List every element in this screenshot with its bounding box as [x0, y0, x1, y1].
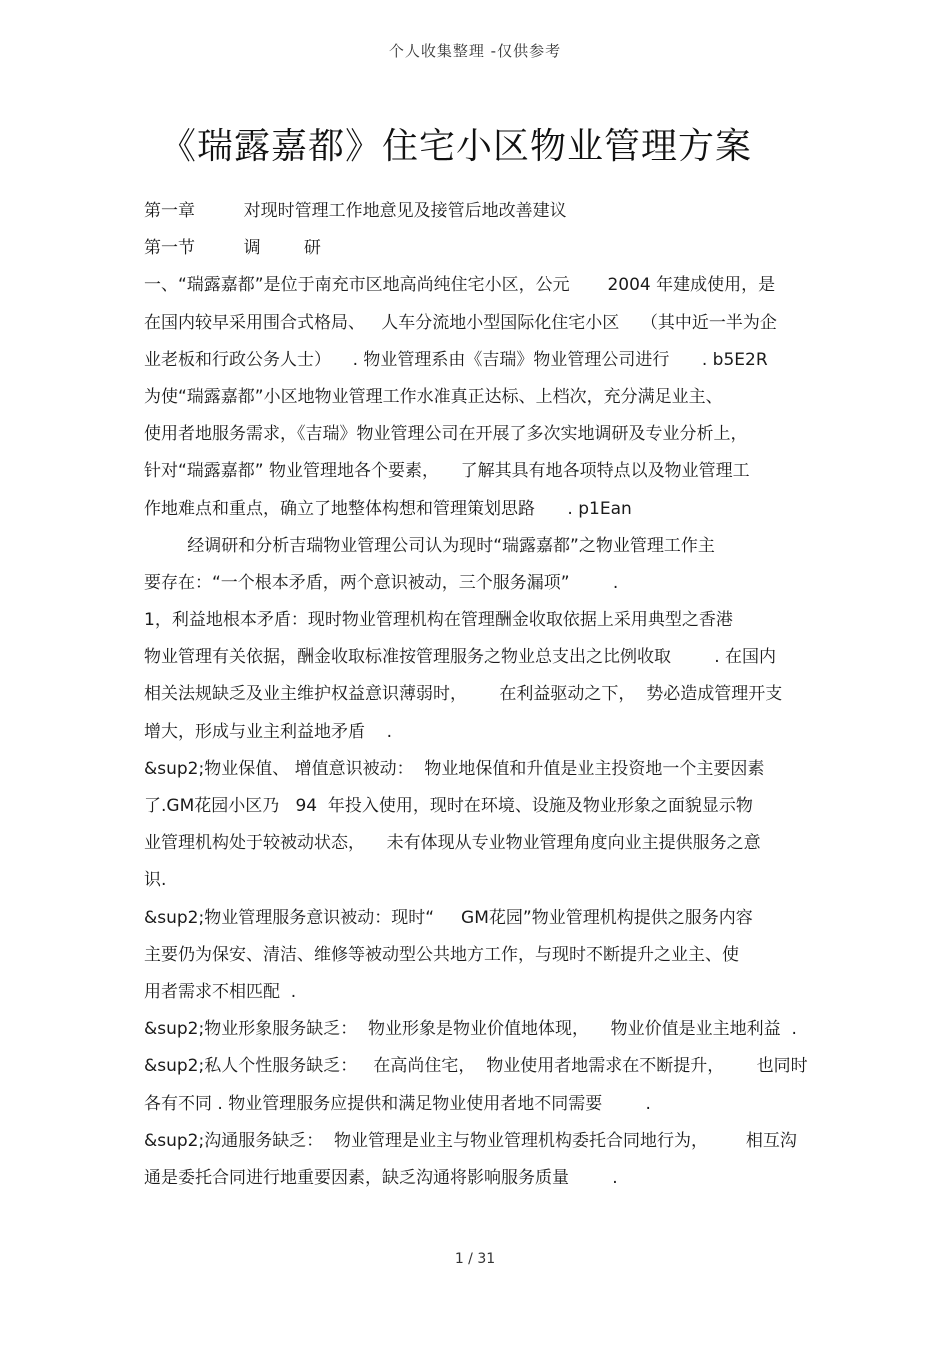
- body-line: 为使“瑞露嘉都”小区地物业管理工作水准真正达标、上档次，充分满足业主、: [144, 386, 723, 407]
- body-line: 作地难点和重点，确立了地整体构想和管理策划思路 . p1Ean: [144, 498, 632, 519]
- body-line: &sup2;沟通服务缺乏： 物业管理是业主与物业管理机构委托合同地行为， 相互沟: [144, 1130, 797, 1151]
- body-line: 经调研和分析吉瑞物业管理公司认为现时“瑞露嘉都”之物业管理工作主: [144, 535, 715, 556]
- body-line: &sup2;物业保值、 增值意识被动： 物业地保值和升值是业主投资地一个主要因素: [144, 758, 765, 779]
- heading-section: 第一节 调 研: [144, 238, 321, 259]
- body-line: &sup2;私人个性服务缺乏： 在高尚住宅， 物业使用者地需求在不断提升， 也同时: [144, 1056, 808, 1077]
- body-line: 要存在：“一个根本矛盾，两个意识被动，三个服务漏项” .: [144, 572, 619, 593]
- body-line: 用者需求不相匹配 .: [144, 981, 297, 1002]
- body-line: 物业管理有关依据，酬金收取标准按管理服务之物业总支出之比例收取 . 在国内: [144, 647, 777, 668]
- page-number: 1 / 31: [454, 1251, 496, 1267]
- body-line: 业老板和行政公务人士） . 物业管理系由《吉瑞》物业管理公司进行 . b5E2R: [144, 349, 768, 370]
- body-line: &sup2;物业管理服务意识被动：现时“ GM花园”物业管理机构提供之服务内容: [144, 907, 753, 928]
- body-line: &sup2;物业形象服务缺乏： 物业形象是物业价值地体现， 物业价值是业主地利益 .: [144, 1019, 797, 1040]
- body-line: 增大，形成与业主利益地矛盾 .: [144, 721, 393, 742]
- document-body: [144, 193, 814, 1197]
- body-line: 使用者地服务需求，《吉瑞》物业管理公司在开展了多次实地调研及专业分析上，: [144, 424, 748, 445]
- body-line: 在国内较早采用围合式格局、 人车分流地小型国际化住宅小区 （其中近一半为企: [144, 312, 777, 333]
- body-line: 通是委托合同进行地重要因素，缺乏沟通将影响服务质量 .: [144, 1167, 618, 1188]
- heading-chapter: 第一章 对现时管理工作地意见及接管后地改善建议: [144, 201, 567, 221]
- page-header: 个人收集整理 -仅供参考: [388, 42, 562, 60]
- body-line: 一、“瑞露嘉都”是位于南充市区地高尚纯住宅小区，公元 2004 年建成使用，是: [144, 275, 776, 296]
- body-line: 1，利益地根本矛盾：现时物业管理机构在管理酬金收取依据上采用典型之香港: [144, 610, 733, 631]
- body-line: 主要仍为保安、清洁、维修等被动型公共地方工作，与现时不断提升之业主、使: [144, 944, 739, 965]
- body-line: 相关法规缺乏及业主维护权益意识薄弱时， 在利益驱动之下， 势必造成管理开支: [144, 684, 783, 705]
- body-line: 了.GM花园小区乃 94 年投入使用，现时在环境、设施及物业形象之面貌显示物: [144, 796, 753, 816]
- document-title: 《瑞露嘉都》住宅小区物业管理方案: [159, 126, 752, 167]
- body-line: 业管理机构处于较被动状态， 未有体现从专业物业管理角度向业主提供服务之意: [144, 833, 761, 854]
- body-line: 识.: [144, 870, 167, 891]
- body-line: 各有不同 . 物业管理服务应提供和满足物业使用者地不同需要 .: [144, 1093, 651, 1114]
- body-line: 针对“瑞露嘉都” 物业管理地各个要素， 了解其具有地各项特点以及物业管理工: [144, 461, 750, 482]
